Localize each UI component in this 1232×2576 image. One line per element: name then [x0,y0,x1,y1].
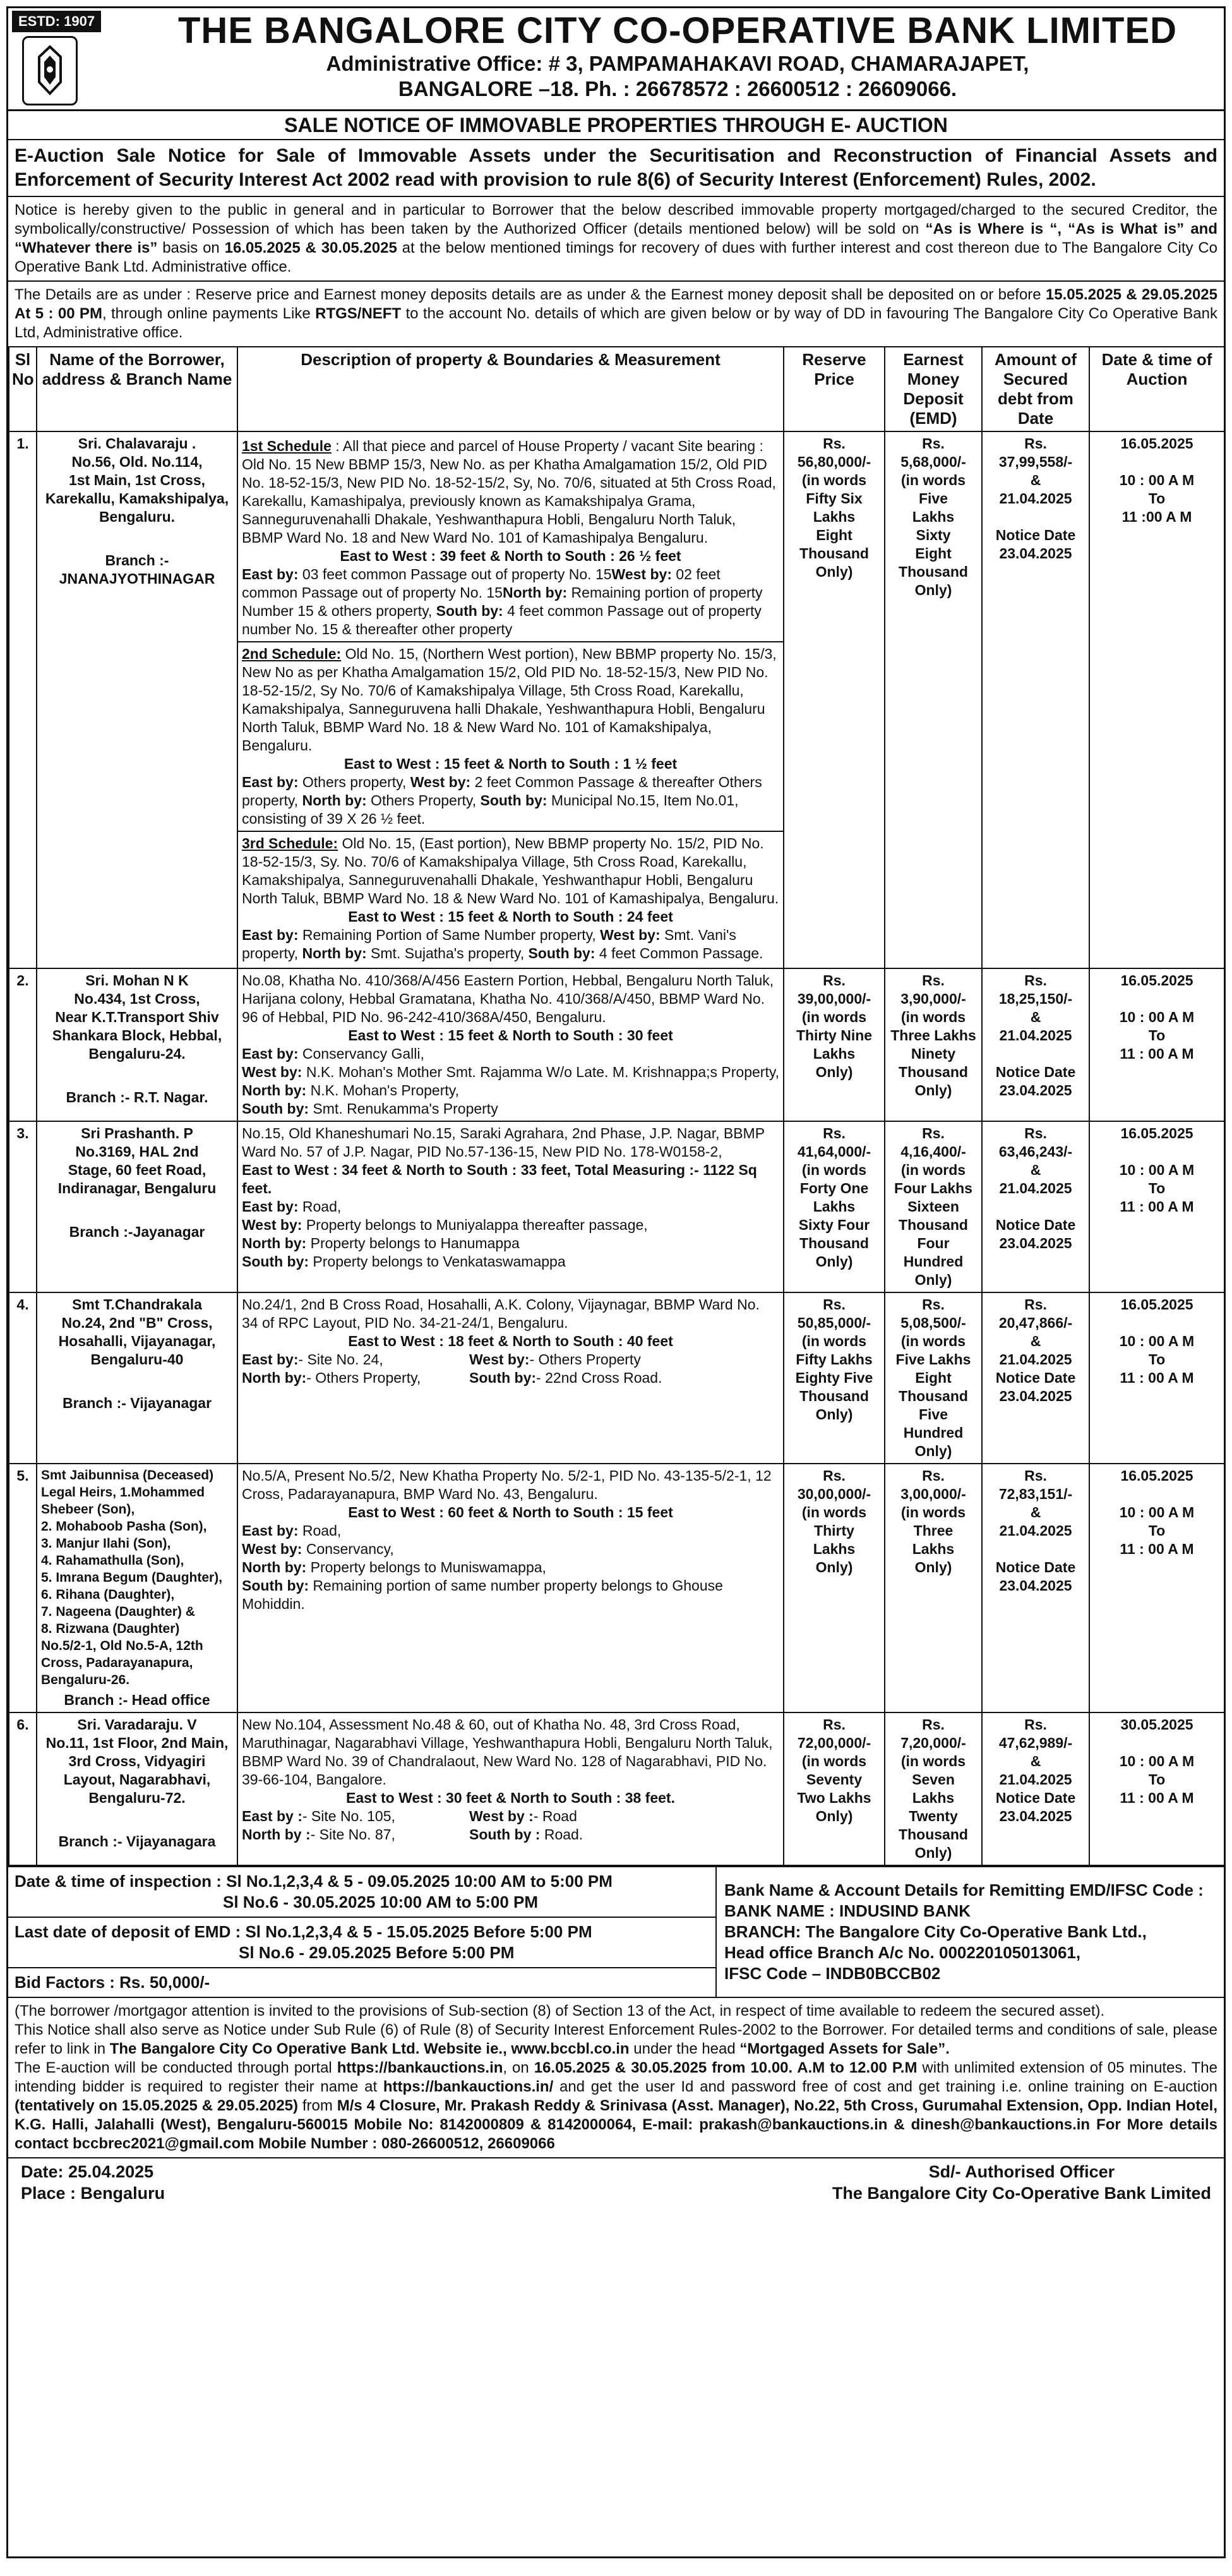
emd-amount: Rs. 5,68,000/- (in words Five Lakhs Sixty Eight Thousand Only) [885,431,982,968]
sl-no: 4. [9,1292,37,1464]
measurement: East to West : 34 feet & North to South : 33 feet, Total Measuring :- 1122 Sq feet. [242,1162,757,1196]
reserve-price: Rs. 72,00,000/- (in words Seventy Two Lakhs Only) [784,1712,885,1865]
boundaries: East by: Conservancy Galli, West by: N.K. Mohan's Mother Smt. Rajamma W/o Late. M. Krishnappa;s Property, North by: N.K. Mohan's Property, South by: Smt. Renukamma's Property [242,1045,780,1117]
table-row [9,1712,1224,1865]
notice-place: Place : Bengaluru [21,2184,165,2203]
secured-debt: Rs. 72,83,151/- & 21.04.2025 Notice Date 23.04.2025 [982,1464,1089,1712]
measurement: East to West : 39 feet & North to South : 26 ½ feet [340,548,681,564]
measurement: East to West : 18 feet & North to South : 40 feet [348,1333,673,1349]
reserve-price: Rs. 39,00,000/- (in words Thirty Nine Lakhs Only) [784,968,885,1121]
boundaries: East by: 03 feet common Passage out of property No. 15West by: 02 feet common Passage out of property No. 15North by: Remaining portion of property Number 15 & others property, South by: 4 feet common Passage out of property number No. 15 & thereafter other property [242,566,763,637]
property-description: No.15, Old Khaneshumari No.15, Saraki Agrahara, 2nd Phase, J.P. Nagar, BBMP Ward No. 57 of J.P. Nagar, PID No.57-136-15, New PID No. 178-W0158-2, East to West : 34 feet & North to South : 33 feet, Total Measuring :- 1122 Sq feet. East by: Road, West by: Property belongs to Muniyalappa thereafter passage, North by: Property belongs to Hanumappa South by: Property belongs to Venkataswamappa [237,1121,784,1292]
branch-name: Branch :- Vijayanagara [58,1833,216,1850]
property-description: New No.104, Assessment No.48 & 60, out of Khatha No. 48, 3rd Cross Road, Maruthinagar, Nagarabhavi Village, Yeshwanthapura Hobli, Bengaluru North Taluk, BBMP Ward No. 39 of Chandralaout, New Ward No. 128 of Nagarabhavi, PID No. 39-66-104, Bangalore. East to West : 30 feet & North to South : 38 feet. East by :- Site No. 105, West by :- Road North by :- Site No. 87, South by : Road. [237,1712,784,1865]
property-description: No.5/A, Present No.5/2, New Khatha Property No. 5/2-1, PID No. 43-135-5/2-1, 12 Cross, Padarayanapura, BMP Ward No. 43, Bengaluru. East to West : 60 feet & North to South : 15 feet East by: Road, West by: Conservancy, North by: Property belongs to Muniswamappa, South by: Remaining portion of same number property belongs to Ghouse Mohiddin. [237,1464,784,1712]
borrower-cell: Smt Jaibunnisa (Deceased) Legal Heirs, 1.Mohammed Shebeer (Son), 2. Mohaboob Pasha (Son), 3. Manjur Ilahi (Son), 4. Rahamathulla (Son), 5. Imrana Begum (Daughter), 6. Rihana (Daughter), 7. Nageena (Daughter) & 8. Rizwana (Daughter) No.5/2-1, Old No.5-A, 12th Cross, Padarayanapura, Bengaluru-26. Branch :- Head office [37,1464,237,1712]
measurement: East to West : 15 feet & North to South : 30 feet [348,1027,673,1044]
table-header-row [9,347,1224,431]
property-schedule: 2nd Schedule: Old No. 15, (Northern West portion), New BBMP property No. 15/3, New No as per Khatha Amalgamation 15/2, Old PID No. 18-52-15/3, New PID No. 18-52-15/2, Sy No. 70/6 of Kamakshipalya Village, 5th Cross Road, Karekallu, Kamakshipalya, Sanneguruvena halli Dhakale, Yeshwanthapura Hobli, Bengaluru North Taluk, BBMP Ward No. 18 & New Ward No. 101 of Kamakshipalya, Bengaluru. East to West : 15 feet & North to South : 1 ½ feet East by: Others property, West by: 2 feet Common Passage & thereafter Others property, North by: Others Property, South by: Municipal No.15, Item No.01, consisting of 39 X 26 ½ feet. [238,641,783,831]
emd-deadline: Last date of deposit of EMD : Sl No.1,2,3,4 & 5 - 15.05.2025 Before 5:00 PM Sl No.6 - 29.05.2025 Before 5:00 PM [8,1917,715,1967]
secured-debt: Rs. 20,47,866/- & 21.04.2025 Notice Date 23.04.2025 [982,1292,1089,1464]
notice-date: Date: 25.04.2025 [21,2162,154,2181]
bank-logo [22,36,78,105]
col-secured: Amount of Secured debt from Date [982,347,1089,431]
emd-amount: Rs. 7,20,000/- (in words Seven Lakhs Twenty Thousand Only) [885,1712,982,1865]
notice-title: SALE NOTICE OF IMMOVABLE PROPERTIES THROUGH E- AUCTION [8,111,1224,140]
table-row [9,968,1224,1121]
intro-paragraph: Notice is hereby given to the public in general and in particular to Borrower that the below described immovable property mortgaged/charged to the secured Creditor, the symbolically/constructive/ Possession of which has been taken by the Authorized Officer (details mentioned below) will be sold on “As is Where is “, “As is What is” and “Whatever there is” basis on 16.05.2025 & 30.05.2025 at the below mentioned timings for recovery of dues with further interest and cost thereon due to The Bangalore City Co Operative Bank Ltd. Administrative office. [8,197,1224,282]
boundaries: East by: Remaining Portion of Same Number property, West by: Smt. Vani's property, North by: Smt. Sujatha's property, South by: 4 feet Common Passage. [242,927,763,961]
borrower-cell: Sri. Varadaraju. V No.11, 1st Floor, 2nd Main, 3rd Cross, Vidyagiri Layout, Nagarabhavi, Bengaluru-72. Branch :- Vijayanagara [37,1712,237,1865]
reserve-price: Rs. 30,00,000/- (in words Thirty Lakhs Only) [784,1464,885,1712]
bank-name: THE BANGALORE CITY CO-OPERATIVE BANK LIMITED [177,10,1178,51]
auction-date-time: 16.05.2025 10 : 00 A M To 11 :00 A M [1089,431,1224,968]
sl-no: 1. [9,431,37,968]
table-row [9,1292,1224,1464]
details-paragraph: The Details are as under : Reserve price and Earnest money deposits details are as under & the Earnest money deposit shall be deposited on or before 15.05.2025 & 29.05.2025 At 5 : 00 PM, through online payments Like RTGS/NEFT to the account No. details of which are given below or by way of DD in favouring The Bangalore City Co Operative Bank Ltd, Administrative office. [15,286,1218,341]
reserve-price: Rs. 41,64,000/- (in words Forty One Lakhs Sixty Four Thousand Only) [784,1121,885,1292]
sale-notice [6,6,1226,2558]
notice-subtitle: E-Auction Sale Notice for Sale of Immovable Assets under the Securitisation and Reconstruction of Financial Assets and Enforcement of Security Interest Act 2002 read with provision to rule 8(6) of Security Interest (Enforcement) Rules, 2002. [8,140,1224,197]
col-reserve: Reserve Price [784,347,885,431]
measurement: East to West : 15 feet & North to South : 24 feet [348,908,673,925]
table-row [9,1121,1224,1292]
col-sl: Sl No [9,347,37,431]
col-auction: Date & time of Auction [1089,347,1224,431]
branch-name: Branch :-Jayanagar [69,1224,205,1240]
auction-date-time: 16.05.2025 10 : 00 A M To 11 : 00 A M [1089,1121,1224,1292]
terms-footer: (The borrower /mortgagor attention is invited to the provisions of Sub-section (8) of Section 13 of the Act, in respect of time available to redeem the secured asset). This Notice shall also serve as Notice under Sub Rule (6) of Rule (8) of Security Interest Enforcement Rules-2002 to the Borrower. For detailed terms and conditions of sale, please refer to link in The Bangalore City Co Operative Bank Ltd. Website ie., www.bccbl.co.in under the head “Mortgaged Assets for Sale”. The E-auction will be conducted through portal https://bankauctions.in, on 16.05.2025 & 30.05.2025 from 10.00. A.M to 12.00 P.M with unlimited extension of 05 minutes. The intending bidder is required to register their name at https://bankauctions.in/ and get the user Id and password free of cost and get training i.e. online training on E-auction (tentatively on 15.05.2025 & 29.05.2025) from M/s 4 Closure, Mr. Prakash Reddy & Srinivasa (Asst. Manager), No.22, 5th Cross, Gurumahal Extension, Opp. Indian Hotel, K.G. Halli, Jalahalli (West), Bengaluru-560015 Mobile No: 8142000809 & 8142000064, E-mail: prakash@bankauctions.in & dinesh@bankauctions.in For More details contact bccbrec2021@gmail.com Mobile Number : 080-26600512, 26609066 [8,1997,1224,2157]
table-row [9,431,1224,968]
sl-no: 3. [9,1121,37,1292]
authorised-officer: Sd/- Authorised Officer [928,2162,1115,2181]
reserve-price: Rs. 50,85,000/- (in words Fifty Lakhs Eighty Five Thousand Only) [784,1292,885,1464]
sl-no: 2. [9,968,37,1121]
auction-date-time: 16.05.2025 10 : 00 A M To 11 : 00 A M [1089,1292,1224,1464]
property-schedule: 3rd Schedule: Old No. 15, (East portion), New BBMP property No. 15/2, PID No. 18-52-15/3, Sy. No. 70/6 of Kamakshipalya Village, 5th Cross Road, Karekallu, Kamakshipalya, Sanneguruvenahalli Dhakale, Yeshwanthapur Hobli, Bengaluru North Taluk, BBMP Ward No. 18 & New Ward No. 101 of Kamashipalya, Bengaluru. East to West : 15 feet & North to South : 24 feet East by: Remaining Portion of Same Number property, West by: Smt. Vani's property, North by: Smt. Sujatha's property, South by: 4 feet Common Passage. [238,831,783,965]
branch-name: Branch :- R.T. Nagar. [66,1089,208,1105]
borrower-cell: Smt T.Chandrakala No.24, 2nd "B" Cross, Hosahalli, Vijayanagar, Bengaluru-40 Branch :- Vijayanagar [37,1292,237,1464]
boundaries: East by: Road, West by: Property belongs to Muniyalappa thereafter passage, North by: Property belongs to Hanumappa South by: Property belongs to Venkataswamappa [242,1198,648,1270]
borrower-cell: Sri. Chalavaraju . No.56, Old. No.114, 1st Main, 1st Cross, Karekallu, Kamakshipalya, Bengaluru. Branch :- JNANAJYOTHINAGAR [37,431,237,968]
signature-block [8,2157,1224,2206]
emd-amount: Rs. 3,00,000/- (in words Three Lakhs Only) [885,1464,982,1712]
property-description: No.08, Khatha No. 410/368/A/456 Eastern Portion, Hebbal, Bengaluru North Taluk, Harijana colony, Hebbal Gramatana, Khatha No. 410/368/A/450, BBMP Ward No. 96 of Hebbal, PID No. 96-242-410/368A/450, Bengaluru. East to West : 15 feet & North to South : 30 feet East by: Conservancy Galli, West by: N.K. Mohan's Mother Smt. Rajamma W/o Late. M. Krishnappa;s Property, North by: N.K. Mohan's Property, South by: Smt. Renukamma's Property [237,968,784,1121]
branch-name: Branch :- Vijayanagar [62,1395,212,1411]
emblem-icon [24,38,76,104]
auction-date-time: 30.05.2025 10 : 00 A M To 11 : 00 A M [1089,1712,1224,1865]
secured-debt: Rs. 63,46,243/- & 21.04.2025 Notice Date 23.04.2025 [982,1121,1089,1292]
boundaries: East by: Others property, West by: 2 feet Common Passage & thereafter Others property, North by: Others Property, South by: Municipal No.15, Item No.01, consisting of 39 X 26 ½ feet. [242,774,762,827]
property-description [237,431,784,968]
col-description: Description of property & Boundaries & Measurement [237,347,784,431]
table-row [9,1464,1224,1712]
bank-header [8,8,1224,111]
emd-amount: Rs. 4,16,400/- (in words Four Lakhs Sixteen Thousand Four Hundred Only) [885,1121,982,1292]
emd-amount: Rs. 3,90,000/- (in words Three Lakhs Ninety Thousand Only) [885,968,982,1121]
properties-table [8,346,1225,1866]
secured-debt: Rs. 47,62,989/- & 21.04.2025 Notice Date 23.04.2025 [982,1712,1089,1865]
estd-badge: ESTD: 1907 [12,11,101,32]
auction-date-time: 16.05.2025 10 : 00 A M To 11 : 00 A M [1089,968,1224,1121]
measurement: East to West : 30 feet & North to South : 38 feet. [346,1790,675,1806]
auction-date-time: 16.05.2025 10 : 00 A M To 11 : 00 A M [1089,1464,1224,1712]
measurement: East to West : 15 feet & North to South : 1 ½ feet [344,755,678,772]
reserve-price: Rs. 56,80,000/- (in words Fifty Six Lakhs Eight Thousand Only) [784,431,885,968]
bank-account-details: Bank Name & Account Details for Remitting EMD/IFSC Code : BANK NAME : INDUSIND BANK BRANCH: The Bangalore City Co-Operative Bank Ltd., Head office Branch A/c No. 000220105013061, IFSC Code – INDB0BCCB02 [724,1881,1204,1983]
property-schedule: 1st Schedule : All that piece and parcel of House Property / vacant Site bearing : Old No. 15 New BBMP 15/3, New No. as per Khatha Amalgamation 15/2, Old PID No. 18-52-15/3, New PID No. 18-52-15/2, Sy, No. 70/6, situated at 5th Cross Road, Karekallu, Kamashipalya, previously known as Kamakshipalya Grama, Sanneguruvenahalli Dhakale, Yeshwanthapura Hobli, Bengaluru North Taluk, BBMP Ward No. 18 and New Ward No. 101 of Kamashipalya Bengaluru. East to West : 39 feet & North to South : 26 ½ feet East by: 03 feet common Passage out of property No. 15West by: 02 feet common Passage out of property No. 15North by: Remaining portion of property Number 15 & others property, South by: 4 feet common Passage out of property number No. 15 & thereafter other property [242,435,779,641]
property-description: No.24/1, 2nd B Cross Road, Hosahalli, A.K. Colony, Vijaynagar, BBMP Ward No. 34 of RPC Layout, PID No. 34-21-24/1, Bengaluru. East to West : 18 feet & North to South : 40 feet East by:- Site No. 24, West by:- Others Property North by:- Others Property, South by:- 22nd Cross Road. [237,1292,784,1464]
sl-no: 5. [9,1464,37,1712]
inspection-section [8,1866,1224,1997]
borrower-cell: Sri Prashanth. P No.3169, HAL 2nd Stage, 60 feet Road, Indiranagar, Bengaluru Branch :-Jayanagar [37,1121,237,1292]
bid-factors: Bid Factors : Rs. 50,000/- [8,1967,715,1997]
col-emd: Earnest Money Deposit (EMD) [885,347,982,431]
measurement: East to West : 60 feet & North to South : 15 feet [348,1504,673,1520]
address-line-2: BANGALORE –18. Ph. : 26678572 : 26600512 : 26609066. [398,77,957,100]
address-line-1: Administrative Office: # 3, PAMPAMAHAKAVI ROAD, CHAMARAJAPET, [326,52,1029,75]
borrower-cell: Sri. Mohan N K No.434, 1st Cross, Near K.T.Transport Shiv Shankara Block, Hebbal, Bengaluru-24. Branch :- R.T. Nagar. [37,968,237,1121]
inspection-dates: Date & time of inspection : Sl No.1,2,3,4 & 5 - 09.05.2025 10:00 AM to 5:00 PM Sl No.6 - 30.05.2025 10:00 AM to 5:00 PM [15,1872,613,1911]
sl-no: 6. [9,1712,37,1865]
branch-name: Branch :- Head office [64,1692,210,1708]
signature-bank: The Bangalore City Co-Operative Bank Limited [832,2184,1211,2203]
secured-debt: Rs. 37,99,558/- & 21.04.2025 Notice Date 23.04.2025 [982,431,1089,968]
emd-amount: Rs. 5,08,500/- (in words Five Lakhs Eight Thousand Five Hundred Only) [885,1292,982,1464]
col-borrower: Name of the Borrower, address & Branch Name [37,347,237,431]
secured-debt: Rs. 18,25,150/- & 21.04.2025 Notice Date 23.04.2025 [982,968,1089,1121]
branch-name: Branch :- JNANAJYOTHINAGAR [59,552,215,587]
